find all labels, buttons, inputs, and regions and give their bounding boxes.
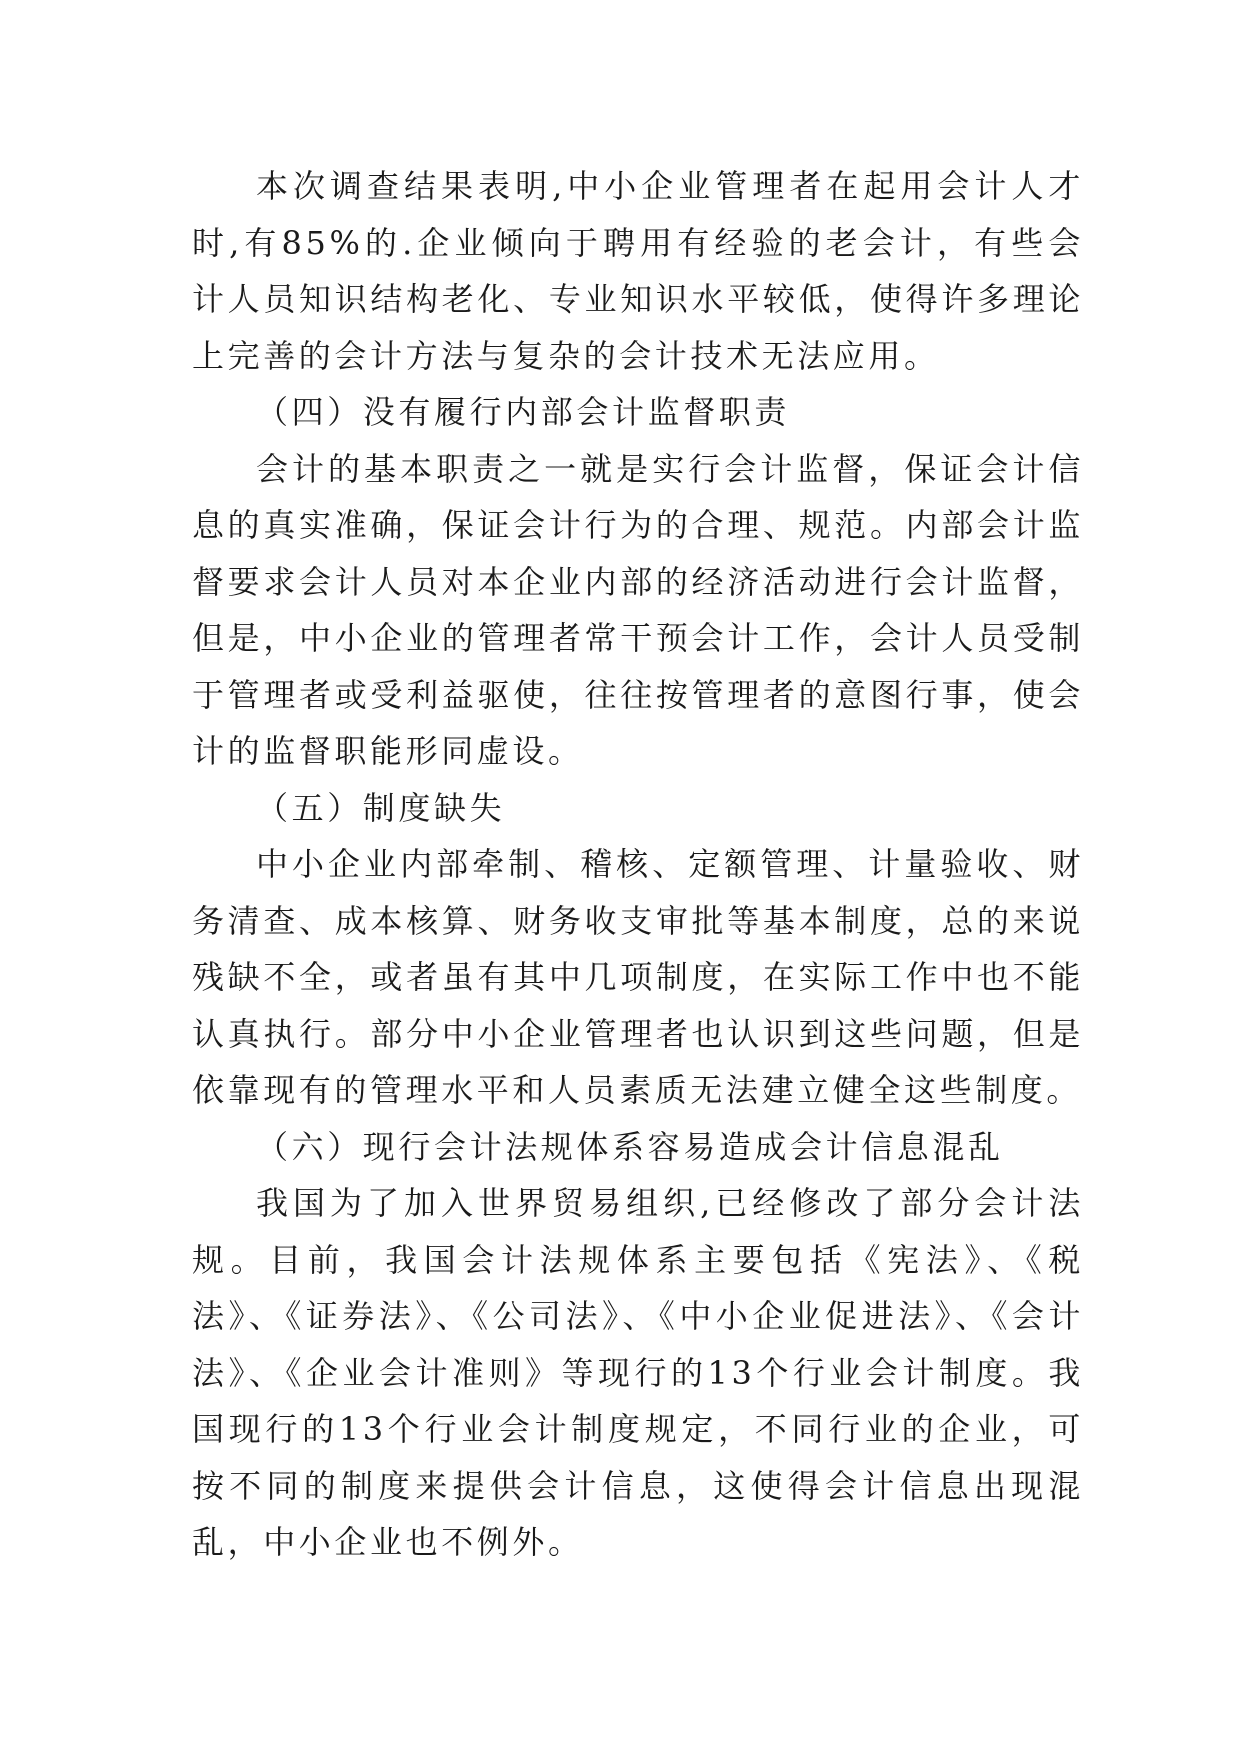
paragraph-system-deficiency: 中小企业内部牵制、稽核、定额管理、计量验收、财务清查、成本核算、财务收支审批等基本制度，总的来说残缺不全，或者虽有其中几项制度，在实际工作中也不能认真执行。部分中小企业管理者也认识到这些问题，但是依靠现有的管理水平和人员素质无法建立健全这些制度。 xyxy=(192,845,1084,1109)
section-heading-5: （五）制度缺失 xyxy=(256,788,506,827)
paragraph-internal-supervision: 会计的基本职责之一就是实行会计监督，保证会计信息的真实准确，保证会计行为的合理、规范。内部会计监督要求会计人员对本企业内部的经济活动进行会计监督，但是，中小企业的管理者常干预会计工作，会计人员受制于管理者或受利益驱使，往往按管理者的意图行事，使会计的监督职能形同虚设。 xyxy=(192,449,1084,770)
paragraph-survey-results: 本次调查结果表明,中小企业管理者在起用会计人才时,有85%的.企业倾向于聘用有经验的老会计，有些会计人员知识结构老化、专业知识水平较低，使得许多理论上完善的会计方法与复杂的会计技术无法应用。 xyxy=(192,167,1084,375)
section-heading-6: （六）现行会计法规体系容易造成会计信息混乱 xyxy=(256,1127,1004,1166)
document-body xyxy=(192,158,1084,1571)
section-heading-4: （四）没有履行内部会计监督职责 xyxy=(256,393,791,431)
paragraph-accounting-regulations: 我国为了加入世界贸易组织,已经修改了部分会计法规。目前，我国会计法规体系主要包括《宪法》、《税法》、《证券法》、《公司法》、《中小企业促进法》、《会计法》、《企业会计准则》等现行的13个行业会计制度。我国现行的13个行业会计制度规定，不同行业的企业，可按不同的制度来提供会计信息，这使得会计信息出现混乱，中小企业也不例外。 xyxy=(192,1184,1084,1561)
